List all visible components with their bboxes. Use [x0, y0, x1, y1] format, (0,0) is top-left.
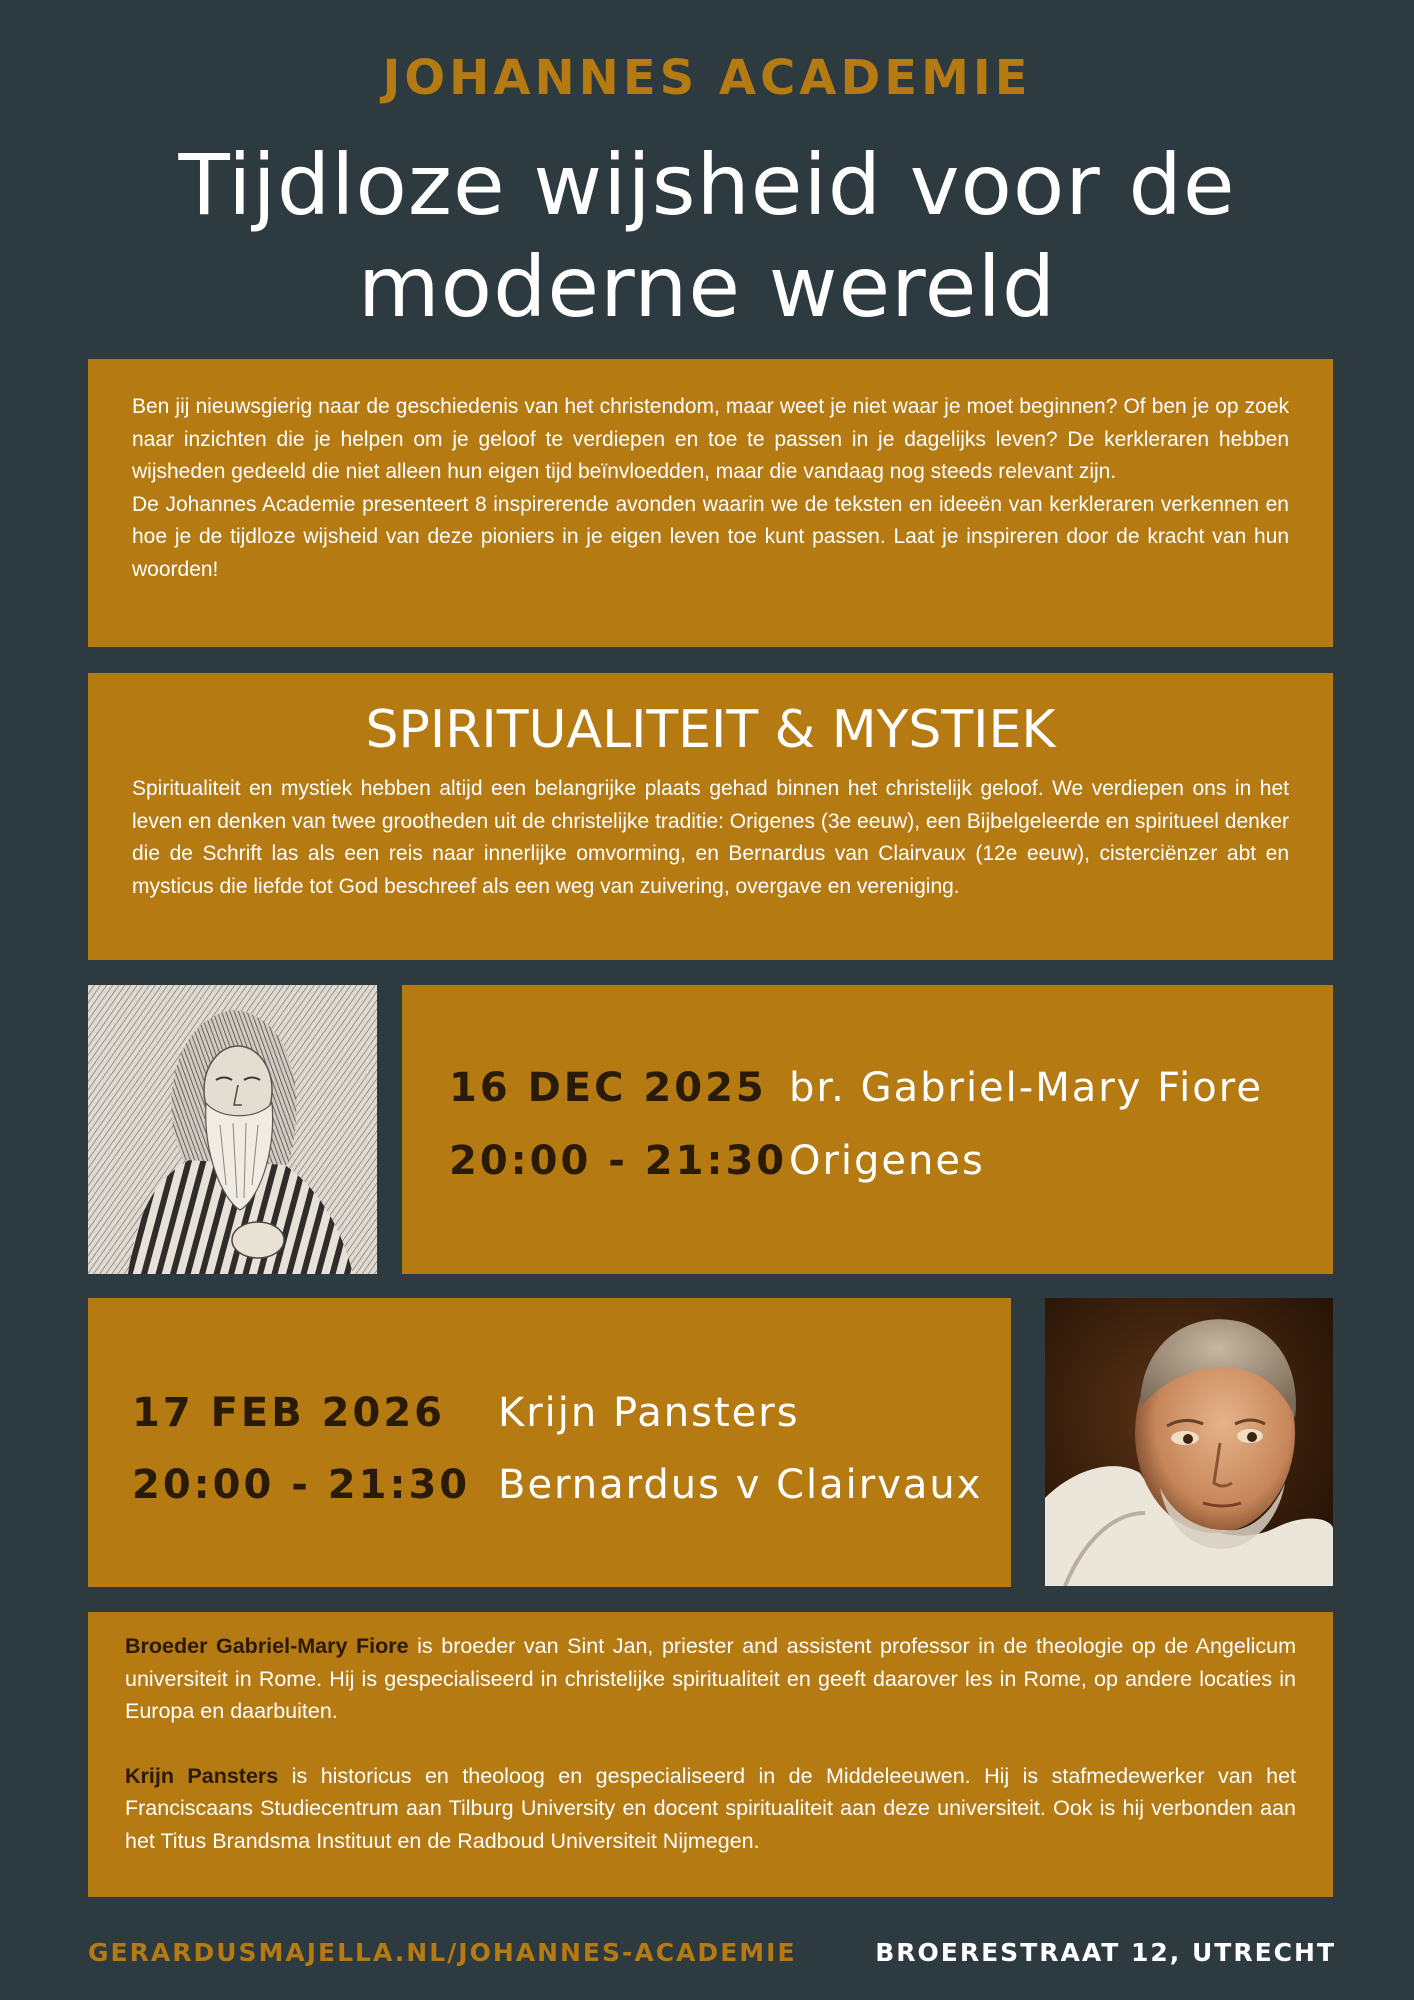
event-2-topic: Bernardus v Clairvaux: [498, 1462, 983, 1508]
bio-1-name: Broeder Gabriel-Mary Fiore: [125, 1634, 409, 1658]
intro-paragraph-1: Ben jij nieuwsgierig naar de geschiedenis van het christendom, maar weet je niet waar je moet beginnen? Of ben je op zoek naar inzichten die je helpen om je geloof te verdiepen en toe te passen in je dagelijks leven? De kerkleraren hebben wijsheden gedeeld die niet alleen hun eigen tijd beïnvloedden, maar die vandaag nog steeds relevant zijn.: [132, 395, 1289, 483]
origenes-engraving-image: [88, 985, 377, 1274]
event-2-date: 17 FEB 2026: [132, 1390, 445, 1436]
bio-2-text: is historicus en theoloog en gespecialiseerd in de Middeleeuwen. Hij is stafmedewerker van het Franciscaans Studiecentrum aan Tilburg University en docent spiritualiteit aan deze universiteit. Ook is hij verbonden aan het Titus Brandsma Instituut en de Radboud Universiteit Nijmegen.: [125, 1763, 1297, 1853]
event-1-time: 20:00 - 21:30: [449, 1138, 788, 1184]
bio-2-name: Krijn Pansters: [125, 1763, 279, 1788]
footer-address: BROERESTRAAT 12, UTRECHT: [875, 1938, 1336, 1967]
headline-line-1: Tijdloze wijsheid voor de: [178, 136, 1236, 234]
org-title: JOHANNES ACADEMIE: [382, 50, 1032, 106]
bernardus-painting-image: [1045, 1298, 1333, 1586]
section-title: SPIRITUALITEIT & MYSTIEK: [365, 700, 1056, 760]
event-1-speaker: br. Gabriel-Mary Fiore: [789, 1065, 1263, 1111]
section-text: Spiritualiteit en mystiek hebben altijd een belangrijke plaats gehad binnen het christelijk geloof. We verdiepen ons in het leven en denken van twee grootheden uit de christelijke traditie: Origenes (3e eeuw), een Bijbelgeleerde en spiritueel denker die de Schrift las als een reis naar innerlijke omvorming, en Bernardus van Clairvaux (12e eeuw), cisterciënzer abt en mysticus die liefde tot God beschreef als een weg van zuivering, overgave en vereniging.: [132, 777, 1289, 898]
bio-2: [125, 1760, 1296, 1858]
footer-website-link[interactable]: GERARDUSMAJELLA.NL/JOHANNES-ACADEMIE: [88, 1938, 797, 1967]
event-card-2: [88, 1298, 1011, 1587]
bio-1-text: is broeder van Sint Jan, priester and assistent professor in de theologie op de Angelicum universiteit in Rome. Hij is gespecialiseerd in christelijke spiritualiteit en geeft daarover les in Rome, op andere locaties in Europa en daarbuiten.: [125, 1634, 1297, 1723]
event-1-topic: Origenes: [789, 1138, 985, 1184]
event-2-time: 20:00 - 21:30: [132, 1462, 471, 1508]
intro-panel: [88, 359, 1333, 647]
section-panel: [88, 673, 1333, 960]
origenes-portrait: [88, 985, 377, 1274]
event-card-1: [402, 985, 1333, 1274]
event-2-speaker: Krijn Pansters: [498, 1390, 800, 1436]
bios-panel: [88, 1612, 1333, 1897]
page-headline: [0, 134, 1414, 338]
bio-1: [125, 1630, 1296, 1728]
event-1-date: 16 DEC 2025: [449, 1065, 767, 1111]
intro-paragraph-2: De Johannes Academie presenteert 8 inspirerende avonden waarin we de teksten en ideeën van kerkleraren verkennen en hoe je de tijdloze wijsheid van deze pioniers in je eigen leven toe kunt passen. Laat je inspireren door de kracht van hun woorden!: [132, 492, 1289, 581]
bernardus-portrait: [1045, 1298, 1333, 1586]
headline-line-2: moderne wereld: [357, 238, 1057, 336]
